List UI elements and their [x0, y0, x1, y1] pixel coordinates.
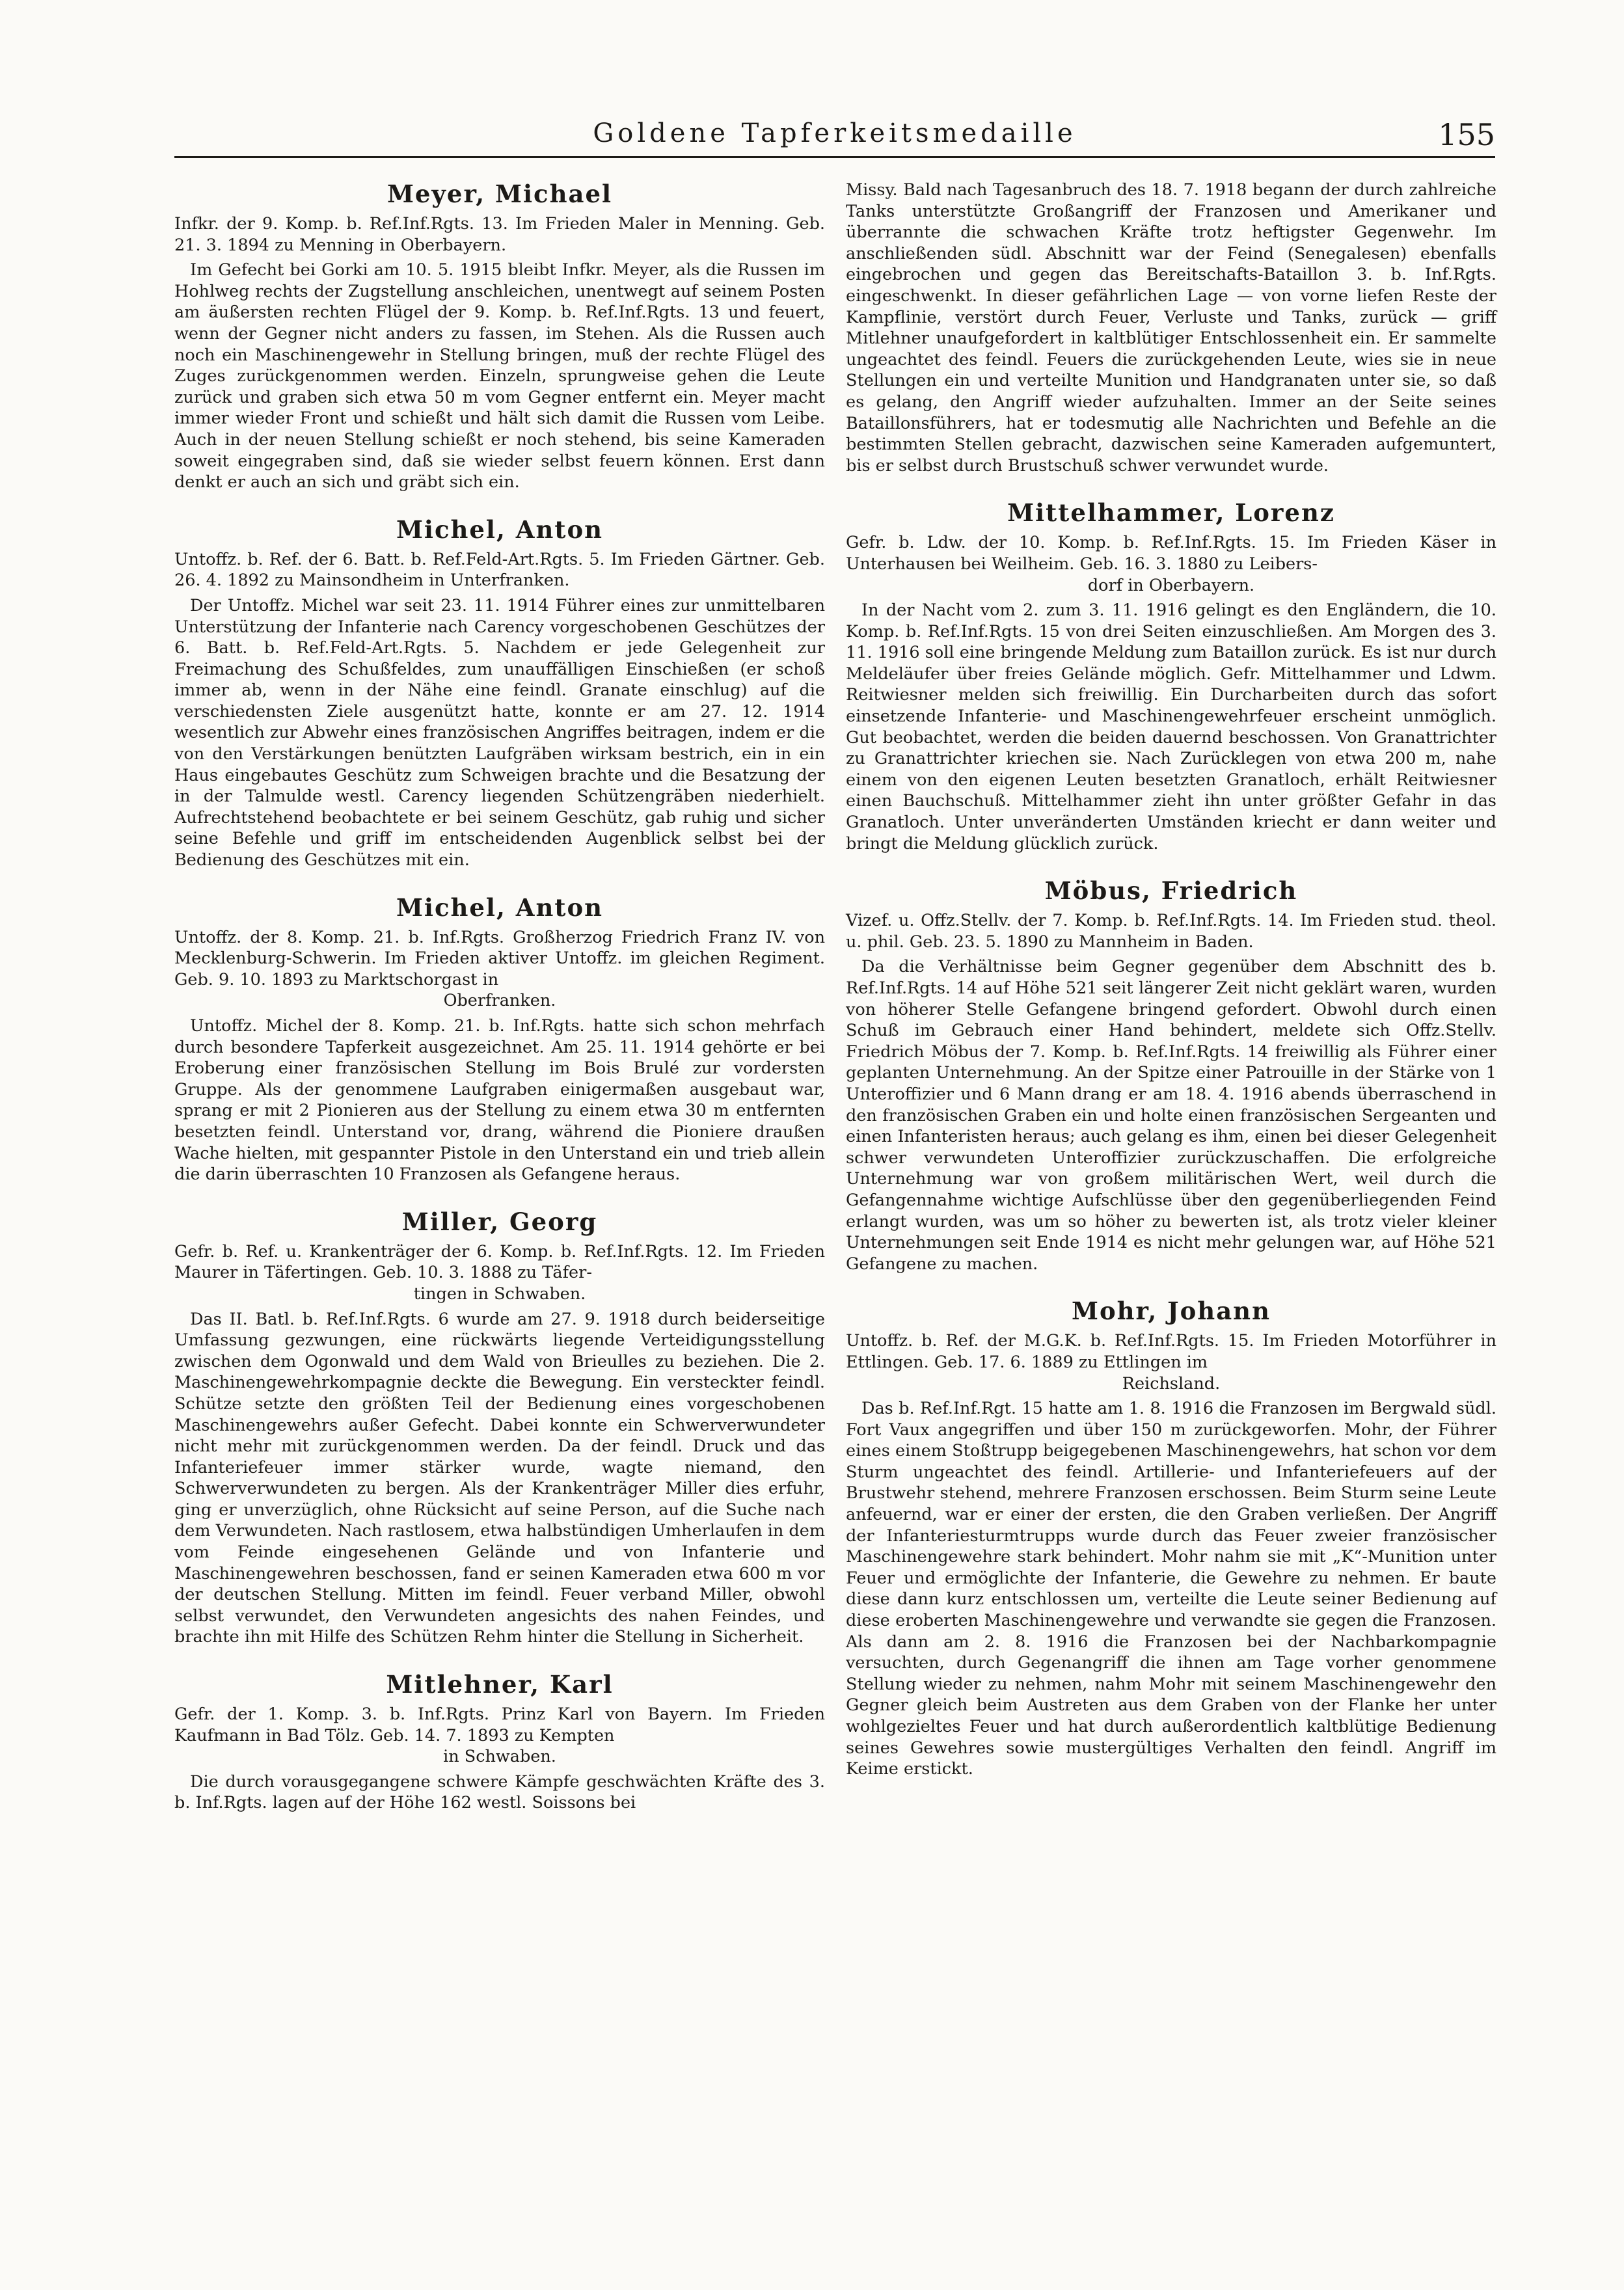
entry-name: Mittelhammer, Lorenz: [1007, 498, 1335, 528]
entry-meta-tail: Oberfranken.: [443, 991, 556, 1011]
page-number: 155: [1438, 117, 1495, 152]
entry-mohr-johann: [846, 1297, 1496, 1779]
entry-name: Mitlehner, Karl: [386, 1670, 614, 1699]
entry-miller-georg: [174, 1207, 825, 1648]
entry-meta: Untoffz. b. Ref. der 6. Batt. b. Ref.Feld-Art.Rgts. 5. Im Frieden Gärtner. Geb. 26. 4. 1892 zu Mainsondheim in Unterfranken.: [174, 549, 825, 591]
entry-meta: Gefr. der 1. Komp. 3. b. Inf.Rgts. Prinz Karl von Bayern. Im Frieden Kaufmann in Bad Tölz. Geb. 14. 7. 1893 zu Kempten: [174, 1704, 825, 1745]
entry-mitlehner-karl: [174, 1670, 825, 1814]
entry-body: In der Nacht vom 2. zum 3. 11. 1916 gelingt es den Engländern, die 10. Komp. b. Ref.Inf.Rgts. 15 von drei Seiten einzuschließen. Am Morgen des 3. 11. 1916 soll eine bringende Meldung zum Bataillon zurück. Es ist nur durch Meldeläufer über freies Gelände möglich. Gefr. Mittelhammer und Ldwm. Reitwiesner melden sich freiwillig. Ein Durcharbeiten durch das sofort einsetzende Infanterie- und Maschinengewehrfeuer erscheint unmöglich. Gut beobachtet, werden die beiden dauernd beschossen. Von Granattrichter zu Granattrichter kriechen sie. Nach Zurücklegen von etwa 200 m, nahe einem von den eigenen Leuten besetzten Granatloch, erhält Reitwiesner einen Bauchschuß. Mittelhammer zieht ihn unter größter Gefahr in das Granatloch. Unter unveränderten Umständen kriecht er dann weiter und bringt die Meldung glücklich zurück.: [846, 600, 1496, 854]
entry-michel-anton-2: [174, 893, 825, 1185]
entry-meta-tail: in Schwaben.: [443, 1747, 556, 1767]
entry-moebus-friedrich: [846, 876, 1496, 1274]
entry-body: Untoffz. Michel der 8. Komp. 21. b. Inf.Rgts. hatte sich schon mehrfach durch besondere Tapferkeit ausgezeichnet. Am 25. 11. 1914 gehörte er bei Eroberung einer französischen Stellung im Bois Brulé zur vordersten Gruppe. Als der genommene Laufgraben einigermaßen ausgebaut war, sprang er mit 2 Pionieren aus der Stellung zu einem etwa 30 m entfernten besetzten feindl. Unterstand vor, drang, während die Pioniere draußen Wache hielten, mit gespannter Pistole in den Unterstand ein und trieb allein die darin überraschten 10 Franzosen als Gefangene heraus.: [174, 1016, 825, 1185]
entry-michel-anton-1: [174, 515, 825, 871]
entry-meta: Untoffz. der 8. Komp. 21. b. Inf.Rgts. Großherzog Friedrich Franz IV. von Mecklenburg-Schwerin. Im Frieden aktiver Untoffz. im gleichen Regiment. Geb. 9. 10. 1893 zu Marktschorgast in: [174, 927, 825, 990]
entry-name: Michel, Anton: [396, 515, 604, 544]
entry-meta: Gefr. b. Ref. u. Krankenträger der 6. Komp. b. Ref.Inf.Rgts. 12. Im Frieden Maurer in Täfertingen. Geb. 10. 3. 1888 zu Täfer-: [174, 1241, 825, 1283]
entry-body: Das b. Ref.Inf.Rgt. 15 hatte am 1. 8. 1916 die Franzosen im Bergwald südl. Fort Vaux angegriffen und über 150 m zurückgeworfen. Mohr, der Führer eines einem Stoßtrupp beigegebenen Maschinengewehrs, hat schon vor dem Sturm ungeachtet des feindl. Artillerie- und Infanteriefeuers auf der Brustwehr stehend, mehrere Franzosen erschossen. Beim Sturm seine Leute anfeuernd, war er einer der ersten, die den Graben verließen. Der Angriff der Infanteriesturmtrupps wurde durch das Feuer zweier französischer Maschinengewehre stark behindert. Mohr nahm sie mit „K“-Munition unter Feuer und ermöglichte der Infanterie, die Gewehre zu nehmen. Er baute diese dann kurz entschlossen um, verteilte die Leute seiner Bedienung auf diese eroberten Maschinengewehre und verwandte sie gegen die Franzosen. Als dann am 2. 8. 1916 die Franzosen bei der Nachbarkompagnie versuchten, durch Gegenangriff die ihnen am Tage vorher genommene Stellung wieder zu nehmen, nahm Mohr mit seinem Maschinengewehr den Gegner gleich beim Austreten aus dem Graben von der Flanke her unter wohlgezieltes Feuer und hat durch außerordentlich kaltblütige Bedienung seines Gewehres sowie mustergültiges Verhalten den feindl. Angriff im Keime erstickt.: [846, 1399, 1496, 1779]
entry-body: Die durch vorausgegangene schwere Kämpfe geschwächten Kräfte des 3. b. Inf.Rgts. lagen auf der Höhe 162 westl. Soissons bei: [174, 1771, 825, 1813]
entry-name: Michel, Anton: [396, 893, 604, 922]
entry-body: Das II. Batl. b. Ref.Inf.Rgts. 6 wurde am 27. 9. 1918 durch beiderseitige Umfassung gezwungen, eine rückwärts liegende Verteidigungsstellung zwischen dem Ogonwald und dem Wald von Brieulles zu beziehen. Die 2. Maschinengewehrkompagnie deckte die Bewegung. Ein versteckter feindl. Schütze setzte den größten Teil der Bedienung eines vorgeschobenen Maschinengewehrs außer Gefecht. Dabei konnte ein Schwerverwundeter nicht mehr mit zurückgenommen werden. Da der feindl. Druck und das Infanteriefeuer immer stärker wurde, wagte niemand, den Schwerverwundeten zu bergen. Als der Krankenträger Miller dies erfuhr, ging er unverzüglich, ohne Rücksicht auf seine Person, auf die Suche nach dem Verwundeten. Nach rastlosem, etwa halbstündigen Umherlaufen in dem vom Feinde eingesehenen Gelände und von Infanterie und Maschinengewehren beschossen, fand er seinen Kameraden etwa 600 m vor der deutschen Stellung. Mitten im feindl. Feuer verband Miller, obwohl selbst verwundet, den Verwundeten angesichts des nahen Feindes, und brachte ihn mit Hilfe des Schützen Rehm hinter die Stellung in Sicherheit.: [174, 1309, 825, 1647]
entry-name: Meyer, Michael: [386, 180, 613, 208]
entry-name: Miller, Georg: [401, 1207, 598, 1236]
right-column: [846, 180, 1496, 1802]
page-header: [174, 116, 1495, 159]
running-title: Goldene Tapferkeitsmedaille: [593, 118, 1077, 148]
entry-meta-tail: tingen in Schwaben.: [413, 1284, 586, 1304]
entry-name: Mohr, Johann: [1072, 1297, 1271, 1326]
entry-meta-tail: Reichsland.: [1122, 1373, 1221, 1394]
entry-mitlehner-continuation: [846, 180, 1496, 476]
entry-name: Möbus, Friedrich: [1044, 876, 1298, 906]
entry-meyer-michael: [174, 180, 825, 493]
left-column: [174, 180, 825, 1836]
header-rule: [174, 156, 1495, 158]
entry-mittelhammer-lorenz: [846, 498, 1496, 854]
entry-meta: Infkr. der 9. Komp. b. Ref.Inf.Rgts. 13. Im Frieden Maler in Menning. Geb. 21. 3. 1894 zu Menning in Oberbayern.: [174, 214, 825, 255]
entry-body-continued: Missy. Bald nach Tagesanbruch des 18. 7. 1918 begann der durch zahlreiche Tanks unterstützte Großangriff der Franzosen und Amerikaner und überrannte die schwachen Kräfte trotz heftigster Gegenwehr. Im anschließenden südl. Abschnitt war der Feind (Senegalesen) ebenfalls eingebrochen und gegen das Bereitschafts-Bataillon 3. b. Inf.Rgts. eingeschwenkt. In dieser gefährlichen Lage — von vorne liefen Reste der Kampflinie, verstört durch Feuer, Verluste und Tanks, zurück — griff Mitlehner unaufgefordert in kaltblütiger Entschlossenheit ein. Er sammelte ungeachtet des feindl. Feuers die zurückgehenden Leute, wies sie in neue Stellungen ein und verteilte Munition und Handgranaten unter sie, so daß es gelang, den Angriff wieder aufzuhalten. Immer an der Seite seines Bataillonsführers, hat er todesmutig alle Nachrichten und Befehle an die bestimmten Stellen gebracht, dazwischen seine Kameraden aufgemuntert, bis er selbst durch Brustschuß schwer verwundet wurde.: [846, 180, 1496, 476]
entry-meta: Gefr. b. Ldw. der 10. Komp. b. Ref.Inf.Rgts. 15. Im Frieden Käser in Unterhausen bei Weilheim. Geb. 16. 3. 1880 zu Leibers-: [846, 533, 1496, 574]
entry-meta: Vizef. u. Offz.Stellv. der 7. Komp. b. Ref.Inf.Rgts. 14. Im Frieden stud. theol. u. phil. Geb. 23. 5. 1890 zu Mannheim in Baden.: [846, 911, 1496, 952]
entry-body: Da die Verhältnisse beim Gegner gegenüber dem Abschnitt des b. Ref.Inf.Rgts. 14 auf Höhe 521 seit längerer Zeit nicht geklärt waren, wurden von höherer Stelle Gefangene bringend gefordert. Obwohl durch einen Schuß im Gebrauch einer Hand behindert, meldete sich Offz.Stellv. Friedrich Möbus der 7. Komp. b. Ref.Inf.Rgts. 14 freiwillig als Führer einer geplanten Unternehmung. An der Spitze einer Patrouille in der Stärke von 1 Unteroffizier und 6 Mann drang er am 18. 4. 1916 abends überraschend in den französischen Graben ein und holte einen französischen Sergeanten und einen Infanteristen heraus; auch gelang es ihm, einen bei dieser Gelegenheit schwer verwundeten Unteroffizier zurückzuschaffen. Die erfolgreiche Unternehmung war von großem militärischen Wert, weil durch die Gefangennahme wichtige Aufschlüsse über den gegenüberliegenden Feind erlangt wurden, was um so höher zu bewerten ist, als trotz vieler kleiner Unternehmungen seit Ende 1914 es nicht mehr gelungen war, auf Höhe 521 Gefangene zu machen.: [846, 957, 1496, 1274]
entry-body: Der Untoffz. Michel war seit 23. 11. 1914 Führer eines zur unmittelbaren Unterstützung der Infanterie nach Carency vorgeschobenen Geschützes der 6. Batt. b. Ref.Feld-Art.Rgts. 5. Nachdem er jede Gelegenheit zur Freimachung des Schußfeldes, zum unauffälligen Einschießen (er schoß immer ab, wenn in der Nähe eine feindl. Granate einschlug) auf die verschiedensten Ziele ausgenützt hatte, konnte er am 27. 12. 1914 wesentlich zur Abwehr eines französischen Angriffes beitragen, indem er die von den Verstärkungen benützten Laufgräben wirksam bestrich, ein in ein Haus eingebautes Geschütz zum Schweigen brachte und die Besatzung der in der Talmulde westl. Carency liegenden Schützengräben niederhielt. Aufrechtstehend beobachtete er bei seinem Geschütz, gab ruhig und sicher seine Befehle und griff im entscheidenden Augenblick selbst bei der Bedienung des Geschützes mit ein.: [174, 595, 825, 870]
entry-meta: Untoffz. b. Ref. der M.G.K. b. Ref.Inf.Rgts. 15. Im Frieden Motorführer in Ettlingen. Geb. 17. 6. 1889 zu Ettlingen im: [846, 1331, 1496, 1372]
entry-body: Im Gefecht bei Gorki am 10. 5. 1915 bleibt Infkr. Meyer, als die Russen im Hohlweg rechts der Zugstellung anschleichen, unentwegt auf seinem Posten am äußersten rechten Flügel der 9. Komp. b. Ref.Inf.Rgts. 13 und feuert, wenn der Gegner nicht anders zu fassen, im Stehen. Als die Russen auch noch ein Maschinengewehr in Stellung bringen, muß der rechte Flügel des Zuges zurückgenommen werden. Einzeln, sprungweise gehen die Leute zurück und graben sich etwa 50 m vom Gegner entfernt ein. Meyer macht immer wieder Front und schießt und hält sich damit die Russen vom Leibe. Auch in der neuen Stellung schießt er noch stehend, bis seine Kameraden soweit eingegraben sind, daß sie wieder selbst feuern können. Erst dann denkt er auch an sich und gräbt sich ein.: [174, 260, 825, 492]
entry-meta-tail: dorf in Oberbayern.: [1087, 575, 1255, 595]
